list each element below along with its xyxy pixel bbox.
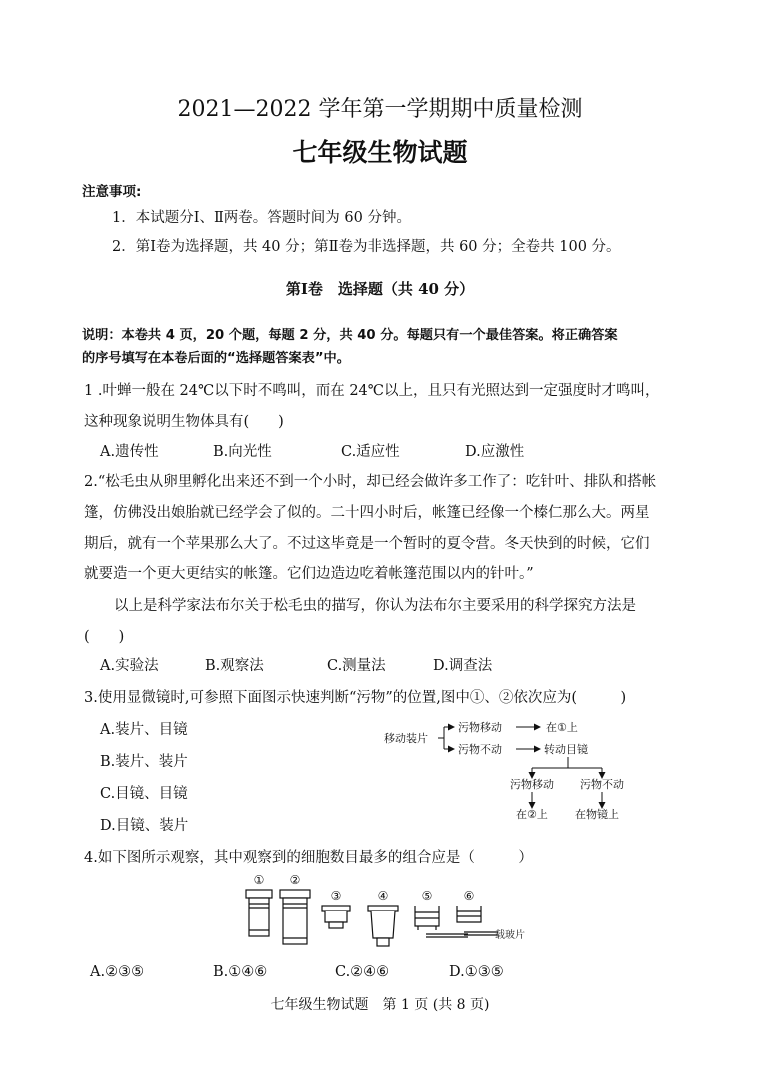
- lens-label-1: ①: [253, 873, 265, 887]
- microscope-dirt-flowchart: [380, 716, 640, 828]
- question-3-line: 3.使用显微镜时,可参照下面图示快速判断“污物”的位置,图中①、②依次应为( ): [84, 690, 627, 706]
- eyepiece-short-icon: [246, 890, 272, 936]
- q3-option-d: D.目镜、装片: [100, 818, 189, 834]
- q1-option-b: B.向光性: [213, 444, 272, 460]
- q4-option-d: D.①③⑤: [449, 964, 504, 980]
- q2-option-a: A.实验法: [100, 658, 159, 674]
- subject-title: 七年级生物试题: [292, 138, 468, 167]
- q2-option-d: D.调查法: [433, 658, 493, 674]
- q3-option-a: A.装片、目镜: [100, 722, 188, 738]
- section-instructions: 说明：本卷共 4 页，20 个题，每题 2 分，共 40 分。每题只有一个最佳答案。将正确答案: [82, 328, 618, 343]
- objective-long-icon: [368, 906, 398, 946]
- objective-short-icon: [322, 906, 350, 928]
- flow-sub-still: 污物不动: [580, 778, 624, 791]
- exam-title: 2021—2022 学年第一学期期中质量检测: [177, 97, 583, 122]
- section-title: 第Ⅰ卷 选择题（共 40 分）: [285, 280, 475, 298]
- notes-heading: 注意事项:: [82, 184, 142, 200]
- question-2-line: 就要造一个更大更结实的帐篷。它们边造边吃着帐篷范围以内的针叶。”: [84, 566, 534, 582]
- lens-label-4: ④: [377, 889, 389, 903]
- note-item: 2．第Ⅰ卷为选择题，共 40 分；第Ⅱ卷为非选择题，共 60 分；全卷共 100 分。: [112, 239, 621, 255]
- flow-branch-moves: 污物移动: [458, 721, 502, 734]
- question-2-line: 2.“松毛虫从卵里孵化出来还不到一个小时，却已经会做许多工作了：吃针叶、排队和搭帐: [84, 474, 657, 490]
- note-item: 1．本试题分Ⅰ、Ⅱ两卷。答题时间为 60 分钟。: [112, 210, 411, 226]
- q1-option-d: D.应激性: [465, 444, 525, 460]
- question-2-line: 以上是科学家法布尔关于松毛虫的描写，你认为法布尔主要采用的科学探究方法是: [114, 598, 636, 614]
- q4-option-c: C.②④⑥: [335, 964, 390, 980]
- flow-result-3: 在物镜上: [575, 808, 619, 821]
- q1-option-c: C.适应性: [341, 444, 400, 460]
- flow-start: 移动装片: [384, 732, 428, 745]
- flow-result-2: 在②上: [516, 808, 548, 821]
- objective-slide-far-icon: [457, 906, 498, 935]
- question-4-line: 4.如下图所示观察，其中观察到的细胞数目最多的组合应是（ ）: [84, 850, 533, 866]
- lens-label-5: ⑤: [421, 889, 433, 903]
- section-instructions: 的序号填写在本卷后面的“选择题答案表”中。: [82, 351, 350, 366]
- eyepiece-long-icon: [280, 890, 310, 944]
- flow-branch-still: 污物不动: [458, 743, 502, 756]
- q4-option-a: A.②③⑤: [90, 964, 145, 980]
- question-2-line: 期后，就有一个苹果那么大了。不过这毕竟是一个暂时的夏令营。冬天快到的时候，它们: [84, 536, 650, 552]
- flow-sub-moves: 污物移动: [510, 778, 554, 791]
- flow-rotate: 转动目镜: [544, 743, 588, 756]
- flow-result-1: 在①上: [546, 721, 578, 734]
- lens-label-3: ③: [330, 889, 342, 903]
- q2-option-b: B.观察法: [205, 658, 264, 674]
- page-footer: 七年级生物试题 第 1 页 (共 8 页): [270, 997, 490, 1013]
- lens-label-2: ②: [289, 873, 301, 887]
- q3-option-c: C.目镜、目镜: [100, 786, 188, 802]
- slide-label: 载玻片: [495, 930, 525, 941]
- q4-option-b: B.①④⑥: [213, 964, 268, 980]
- q3-option-b: B.装片、装片: [100, 754, 188, 770]
- q1-option-a: A.遗传性: [100, 444, 159, 460]
- q2-option-c: C.测量法: [327, 658, 386, 674]
- question-2-line: ( ): [84, 629, 125, 645]
- question-1-line: 这种现象说明生物体具有( ): [84, 414, 284, 430]
- lens-label-6: ⑥: [463, 889, 475, 903]
- question-1-line: 1 .叶蝉一般在 24℃以下时不鸣叫，而在 24℃以上，且只有光照达到一定强度时才鸣叫，: [84, 383, 660, 399]
- lens-figure: [236, 872, 546, 952]
- question-2-line: 篷，仿佛没出娘胎就已经学会了似的。二十四小时后，帐篷已经像一个榛仁那么大。两星: [84, 505, 650, 521]
